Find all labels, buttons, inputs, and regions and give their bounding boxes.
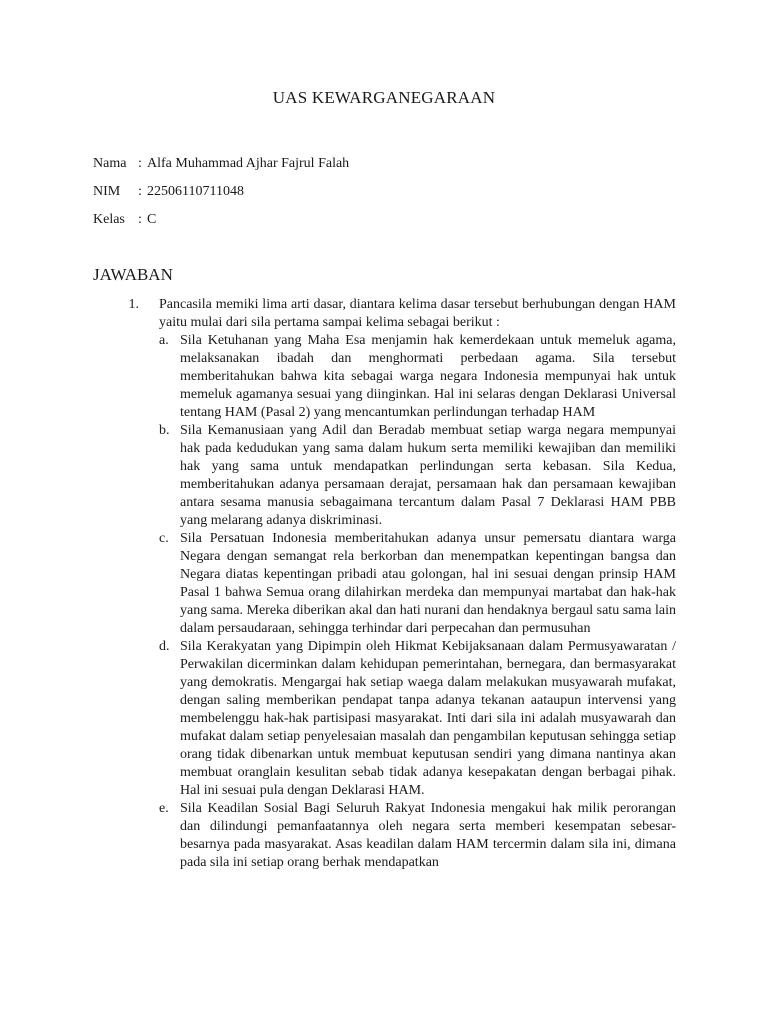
info-row-nim bbox=[93, 183, 349, 211]
info-row-nama bbox=[93, 155, 349, 183]
section-heading: JAWABAN bbox=[93, 265, 173, 284]
info-row-kelas bbox=[93, 211, 349, 239]
info-value-kelas: C bbox=[147, 212, 157, 227]
info-separator: : bbox=[138, 184, 142, 199]
sub-item-e bbox=[159, 800, 676, 872]
answer-list bbox=[93, 296, 676, 872]
sub-item-text: Sila Ketuhanan yang Maha Esa menjamin hak kemerdekaan untuk memeluk agama, melaksanakan ibadah dan menghormati perbedaan agama. Sila tersebut memberitahukan bahwa kita sebagai warga negara Indonesia mempunyai hak untuk memeluk agamanya sesuai yang diinginkan. Hal ini selaras dengan Deklarasi Universal tentang HAM (Pasal 2) yang mencantumkan perlindungan terhadap HAM bbox=[180, 333, 676, 420]
answer-body bbox=[139, 296, 676, 872]
answer-number-label: 1. bbox=[128, 297, 139, 312]
sub-item-text: Sila Keadilan Sosial Bagi Seluruh Rakyat Indonesia mengakui hak milik perorangan dan dilindungi pemanfaatannya oleh negara serta memberi kesempatan sebesar-besarnya pada masyarakat. Asas keadilan dalam HAM tercermin dalam sila ini, dimana pada sila ini setiap orang berhak mendapatkan bbox=[180, 801, 676, 870]
info-separator: : bbox=[138, 212, 142, 227]
sub-item-letter: e. bbox=[159, 801, 169, 816]
sub-item-text: Sila Kemanusiaan yang Adil dan Beradab membuat setiap warga negara mempunyai hak pada kedudukan yang sama dalam hukum serta memiliki kewajiban dan memiliki hak yang sama untuk mendapatkan perlindungan serta kebasan. Sila Kedua, memberitahukan adanya persamaan derajat, persamaan hak dan persamaan kewajiban antara sesama manusia sebagaimana tercantum dalam Pasal 7 Deklarasi HAM PBB yang melarang adanya diskriminasi. bbox=[180, 423, 676, 528]
sub-item-letter: b. bbox=[159, 423, 170, 438]
answer-intro: Pancasila memiki lima arti dasar, diantara kelima dasar tersebut berhubungan dengan HAM yaitu mulai dari sila pertama sampai kelima sebagai berikut : bbox=[159, 297, 676, 330]
info-label: NIM bbox=[93, 184, 121, 199]
sub-item-d bbox=[159, 638, 676, 800]
sub-item-letter: c. bbox=[159, 531, 169, 546]
sub-item-a bbox=[159, 332, 676, 422]
sub-item-b bbox=[159, 422, 676, 530]
document-title: UAS KEWARGANEGARAAN bbox=[272, 88, 496, 107]
sub-item-text: Sila Kerakyatan yang Dipimpin oleh Hikmat Kebijaksanaan dalam Permusyawaratan / Perwakilan dicerminkan dalam kehidupan pemerintahan, bernegara, dan bermasyarakat yang demokratis. Mengargai hak setiap waega dalam melakukan musyawarah mufakat, dengan saling memberikan pendapat tanpa adanya tekanan aataupun intervensi yang membelenggu hak-hak partisipasi masyarakat. Inti dari sila ini adalah musyawarah dan mufakat dalam setiap penyelesaian masalah dan pengambilan keputusan sehingga setiap orang tidak dibenarkan untuk membuat keputusan sendiri yang dimana nantinya akan membuat oranglain kesulitan sebab tidak adanya kesepakatan dengan berbagai pihak. Hal ini sesuai pula dengan Deklarasi HAM. bbox=[180, 639, 676, 798]
sub-item-c bbox=[159, 530, 676, 638]
info-label: Kelas bbox=[93, 212, 125, 227]
info-label: Nama bbox=[93, 156, 127, 171]
answer-item bbox=[93, 296, 676, 872]
info-separator: : bbox=[138, 156, 142, 171]
sub-item-letter: d. bbox=[159, 639, 170, 654]
sub-item-text: Sila Persatuan Indonesia memberitahukan adanya unsur pemersatu diantara warga Negara dengan semangat rela berkorban dan menempatkan kepentingan bangsa dan Negara diatas kepentingan pribadi atau golongan, hal ini sesuai dengan prinsip HAM Pasal 1 bahwa Semua orang dilahirkan merdeka dan mempunyai martabat dan hak-hak yang sama. Mereka diberikan akal dan hati nurani dan hendaknya bergaul satu sama lain dalam persaudaraan, sehingga terhindar dari perpecahan dan permusuhan bbox=[180, 531, 676, 636]
answer-number bbox=[93, 296, 139, 872]
info-value-nim: 22506110711048 bbox=[147, 184, 244, 199]
student-info bbox=[93, 155, 349, 239]
info-value-nama: Alfa Muhammad Ajhar Fajrul Falah bbox=[147, 156, 350, 171]
sub-item-letter: a. bbox=[159, 333, 169, 348]
